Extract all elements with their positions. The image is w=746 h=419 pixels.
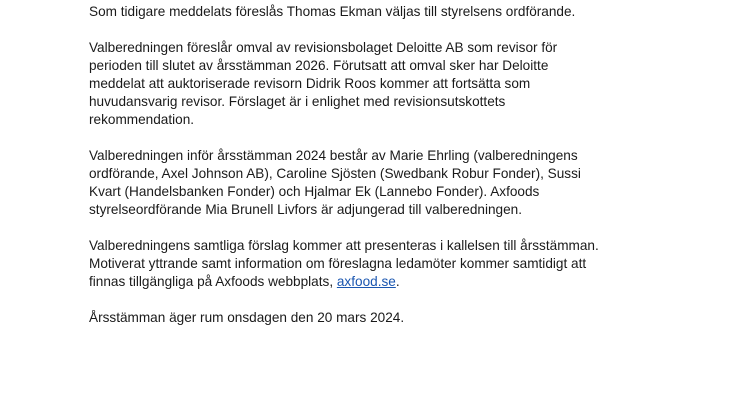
paragraph-chairman-proposal [89, 3, 669, 21]
text-line: Valberedningen föreslår omval av revisionsbolaget Deloitte AB som revisor för [89, 40, 558, 55]
text-line: huvudansvarig revisor. Förslaget är i enlighet med revisionsutskottets [89, 94, 506, 109]
text-line: perioden till slutet av årsstämman 2026. Förutsatt att omval sker har Deloitte [89, 58, 549, 73]
axfood-website-link[interactable]: axfood.se [336, 274, 396, 289]
paragraph-nomination-committee [89, 147, 669, 219]
text-line: Som tidigare meddelats föreslås Thomas Ekman väljas till styrelsens ordförande. [89, 4, 576, 19]
text-line: ordförande, Axel Johnson AB), Caroline Sjösten (Swedbank Robur Fonder), Sussi [89, 166, 581, 181]
text-line: Valberedningens samtliga förslag kommer att presenteras i kallelsen till årsstämman. [89, 238, 599, 253]
text-line-with-link [89, 273, 669, 291]
text-line: Valberedningen inför årsstämman 2024 består av Marie Ehrling (valberedningens [89, 148, 578, 163]
text-line: Kvart (Handelsbanken Fonder) och Hjalmar Ek (Lannebo Fonder). Axfoods [89, 184, 540, 199]
text-line: meddelat att auktoriserade revisorn Didrik Roos kommer att fortsätta som [89, 76, 531, 91]
text-line: Årsstämman äger rum onsdagen den 20 mars 2024. [89, 310, 405, 325]
text-fragment: finnas tillgängliga på Axfoods webbplats, [89, 274, 337, 289]
press-release-body [89, 3, 669, 345]
text-line: styrelseordförande Mia Brunell Livfors är adjungerad till valberedningen. [89, 202, 522, 217]
text-fragment: . [395, 274, 400, 289]
paragraph-proposals-presentation [89, 237, 669, 291]
paragraph-agm-date [89, 309, 669, 327]
text-line: Motiverat yttrande samt information om föreslagna ledamöter kommer samtidigt att [89, 256, 587, 271]
paragraph-auditor-proposal [89, 39, 669, 129]
text-line: rekommendation. [89, 112, 195, 127]
